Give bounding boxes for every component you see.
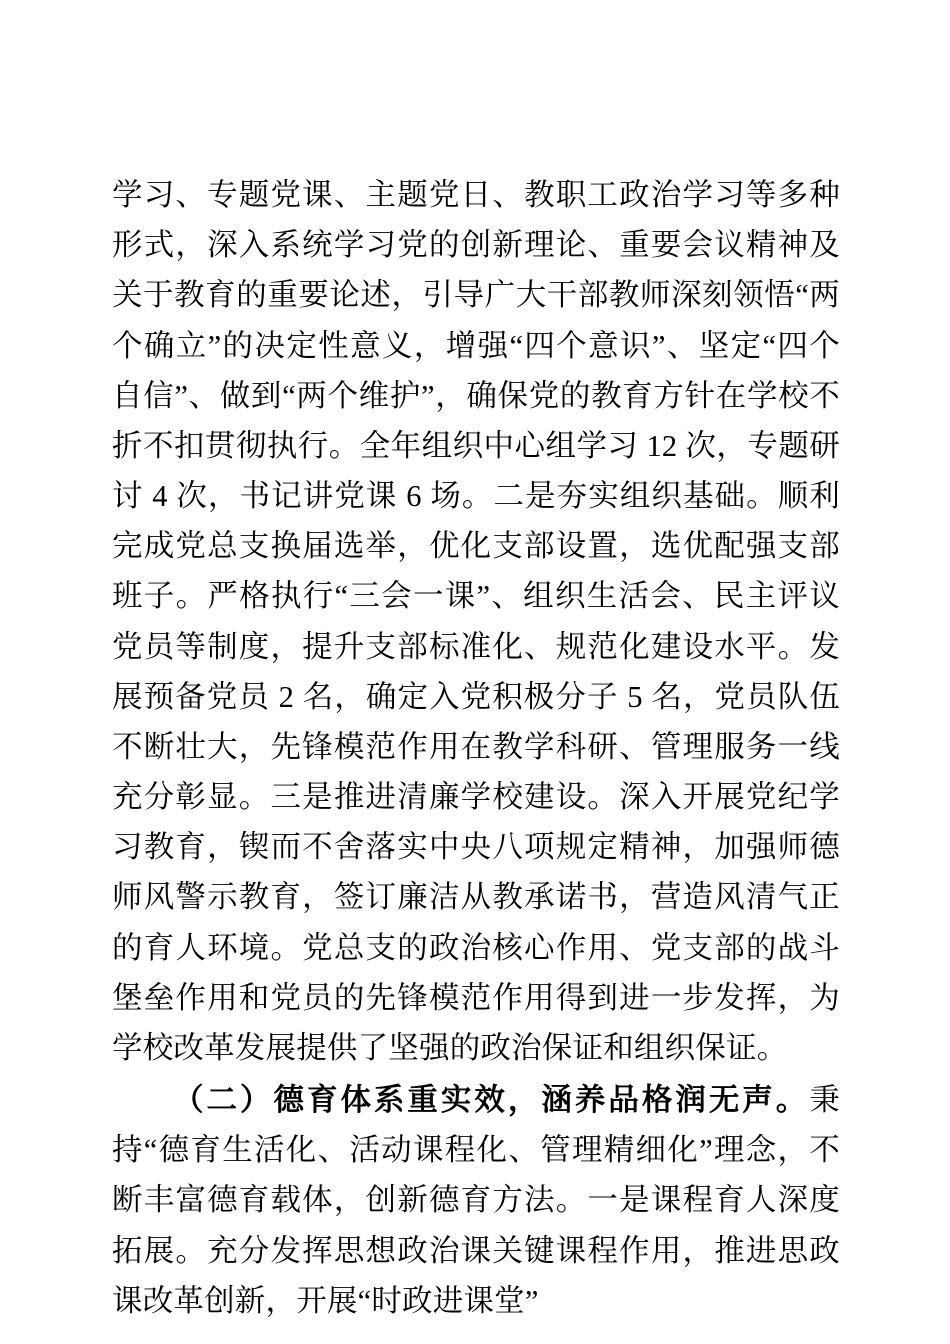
document-body	[112, 170, 840, 1326]
paragraph-section-two	[112, 1075, 840, 1326]
paragraph-continued	[112, 170, 840, 1073]
section-heading-inline: （二）德育体系重实效，涵养品格润无声。	[173, 1083, 810, 1118]
paragraph-text: 秉持“德育生活化、活动课程化、管理精细化”理念，不断丰富德育载体，创新德育方法。一是课程育人深度拓展。充分发挥思想政治课关键课程作用，推进思政课改革创新，开展“时政进课堂”	[112, 1083, 840, 1318]
paragraph-text: 学习、专题党课、主题党日、教职工政治学习等多种形式，深入系统学习党的创新理论、重要会议精神及关于教育的重要论述，引导广大干部教师深刻领悟“两个确立”的决定性意义，增强“四个意识”、坚定“四个自信”、做到“两个维护”，确保党的教育方针在学校不折不扣贯彻执行。全年组织中心组学习 12 次，专题研讨 4 次，书记讲党课 6 场。二是夯实组织基础。顺利完成党总支换届选举，优化支部设置，选优配强支部班子。严格执行“三会一课”、组织生活会、民主评议党员等制度，提升支部标准化、规范化建设水平。发展预备党员 2 名，确定入党积极分子 5 名，党员队伍不断壮大，先锋模范作用在教学科研、管理服务一线充分彰显。三是推进清廉学校建设。深入开展党纪学习教育，锲而不舍落实中央八项规定精神，加强师德师风警示教育，签订廉洁从教承诺书，营造风清气正的育人环境。党总支的政治核心作用、党支部的战斗堡垒作用和党员的先锋模范作用得到进一步发挥，为学校改革发展提供了坚强的政治保证和组织保证。	[112, 178, 840, 1065]
